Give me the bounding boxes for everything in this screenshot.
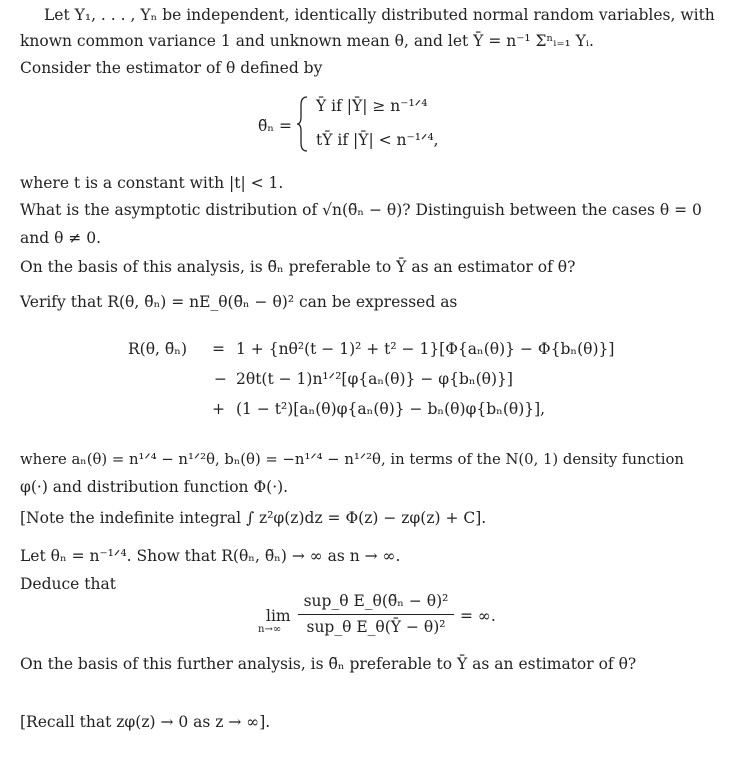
intro-line-3: Consider the estimator of θ defined by	[20, 59, 323, 77]
fraction-denominator: sup_θ E_θ(Ȳ − θ)²	[306, 618, 446, 636]
para2-line-4: On the basis of this analysis, is θ̃ₙ preferable to Ȳ as an estimator of θ?	[20, 258, 576, 276]
risk-row-2: 2θt(t − 1)n¹ᐟ²[φ{aₙ(θ)} − φ{bₙ(θ)}]	[236, 370, 513, 388]
risk-op-equals: =	[212, 340, 225, 358]
para4-line-1: where aₙ(θ) = n¹ᐟ⁴ − n¹ᐟ²θ, bₙ(θ) = −n¹ᐟ⁴ − n¹ᐟ²θ, in terms of the N(0, 1) density function	[20, 451, 684, 468]
para6-line-1: On the basis of this further analysis, is θ̃ₙ preferable to Ȳ as an estimator of θ?	[20, 655, 637, 673]
para3-line-1: Verify that R(θ, θ̃ₙ) = nE_θ(θ̃ₙ − θ)² can be expressed as	[20, 293, 458, 311]
risk-op-plus: +	[212, 400, 225, 418]
risk-lhs: R(θ, θ̃ₙ)	[128, 340, 187, 358]
risk-op-minus: −	[214, 370, 227, 388]
limit-rhs: = ∞.	[460, 607, 496, 625]
para4-line-2: φ(·) and distribution function Φ(·).	[20, 478, 289, 496]
para2-line-2: What is the asymptotic distribution of √n(θ̃ₙ − θ)? Distinguish between the cases θ = 0	[20, 201, 702, 219]
fraction-bar	[298, 614, 454, 615]
limit-subscript: n→∞	[258, 624, 282, 635]
intro-line-2: known common variance 1 and unknown mean θ, and let Ȳ = n⁻¹ Σⁿᵢ₌₁ Yᵢ.	[20, 32, 594, 50]
intro-line-1: Let Y₁, . . . , Yₙ be independent, identically distributed normal random variables, with	[44, 6, 715, 24]
limit-label: lim	[266, 607, 291, 625]
para5-line-2: Deduce that	[20, 575, 116, 593]
risk-row-3: (1 − t²)[aₙ(θ)φ{aₙ(θ)} − bₙ(θ)φ{bₙ(θ)}],	[236, 400, 546, 418]
estimator-case-1: Ȳ if |Ȳ| ≥ n⁻¹ᐟ⁴	[316, 97, 428, 115]
para4-line-3: [Note the indefinite integral ∫ z²φ(z)dz = Φ(z) − zφ(z) + C].	[20, 509, 487, 527]
fraction-numerator: sup_θ E_θ(θ̃ₙ − θ)²	[303, 592, 449, 610]
estimator-case-2: tȲ if |Ȳ| < n⁻¹ᐟ⁴,	[316, 131, 439, 149]
para2-line-1: where t is a constant with |t| < 1.	[20, 174, 284, 192]
estimator-lhs: θ̃ₙ =	[258, 117, 292, 135]
cases-brace	[296, 95, 310, 153]
para2-line-3: and θ ≠ 0.	[20, 229, 102, 247]
risk-row-1: 1 + {nθ²(t − 1)² + t² − 1}[Φ{aₙ(θ)} − Φ{bₙ(θ)}]	[236, 340, 615, 358]
para5-line-1: Let θₙ = n⁻¹ᐟ⁴. Show that R(θₙ, θ̃ₙ) → ∞ as n → ∞.	[20, 547, 401, 565]
recall-note: [Recall that zφ(z) → 0 as z → ∞].	[20, 713, 271, 731]
